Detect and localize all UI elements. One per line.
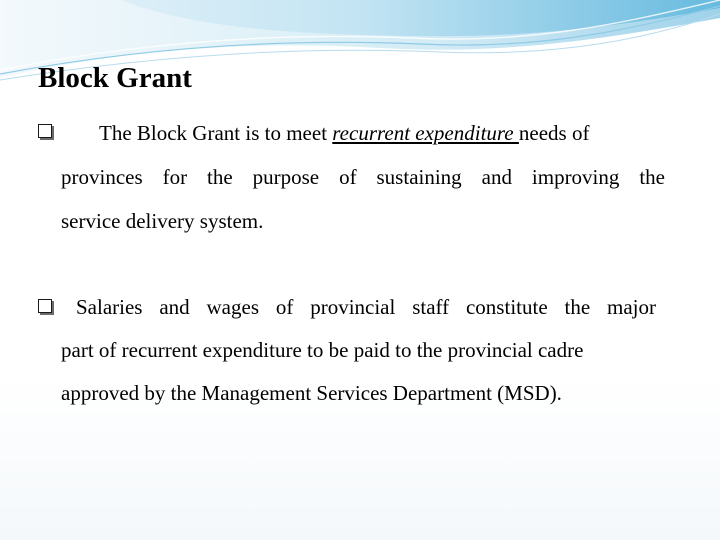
bullet2-line1: Salaries and wages of provincial staff constitute the major [76, 295, 656, 319]
bullet1-line1 [99, 120, 589, 146]
bullet1-line3: service delivery system. [61, 209, 264, 233]
checkbox-bullet-icon [38, 299, 52, 313]
bullet1-line2: provinces for the purpose of sustaining and improving the [61, 165, 665, 189]
bullet2-line3: approved by the Management Services Department (MSD). [61, 381, 562, 405]
checkbox-bullet-icon [38, 124, 52, 138]
bullet1-line1-post: needs of [518, 121, 590, 145]
recurrent-expenditure-emphasis: recurrent expenditure [332, 121, 519, 145]
bullet1-line1-pre: The Block Grant is to meet [99, 121, 333, 145]
slide-title: Block Grant [38, 62, 192, 94]
bullet2-line2: part of recurrent expenditure to be paid to the provincial cadre [61, 338, 584, 362]
